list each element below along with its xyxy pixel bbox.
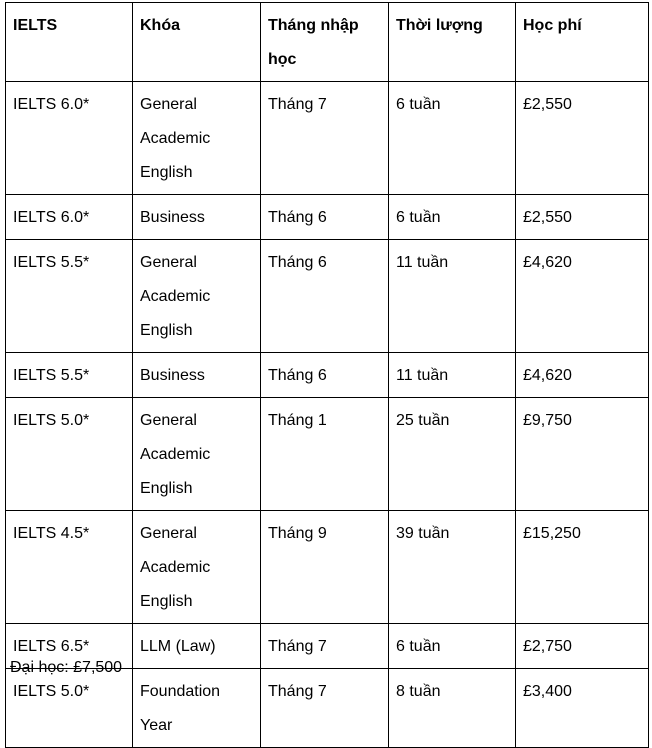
table-row	[6, 240, 649, 353]
cell-course: Business	[133, 353, 261, 398]
cell-course: LLM (Law)	[133, 624, 261, 669]
table-row	[6, 195, 649, 240]
cell-ielts: IELTS 5.0*	[6, 669, 133, 748]
header-row	[6, 3, 649, 82]
header-label: Học phí	[523, 17, 582, 34]
tuition-table	[5, 2, 649, 748]
cell-ielts: IELTS 5.0*	[6, 398, 133, 511]
cell-intake: Tháng 1	[261, 398, 389, 511]
cell-course: General Academic English	[133, 511, 261, 624]
table-row	[6, 398, 649, 511]
cell-intake: Tháng 7	[261, 669, 389, 748]
cell-duration: 39 tuần	[389, 511, 516, 624]
cell-course: Business	[133, 195, 261, 240]
cell-duration: 8 tuần	[389, 669, 516, 748]
cell-tuition: £2,550	[516, 195, 649, 240]
footer-note: Đại học: £7,500	[10, 659, 123, 676]
cell-intake: Tháng 7	[261, 624, 389, 669]
header-label: IELTS	[13, 17, 58, 34]
cell-duration: 11 tuần	[389, 240, 516, 353]
cell-tuition: £9,750	[516, 398, 649, 511]
cell-duration: 6 tuần	[389, 82, 516, 195]
cell-intake: Tháng 7	[261, 82, 389, 195]
header-tuition	[516, 3, 649, 82]
header-duration	[389, 3, 516, 82]
table-row	[6, 511, 649, 624]
header-course	[133, 3, 261, 82]
header-label: Khóa	[140, 17, 180, 34]
cell-ielts: IELTS 5.5*	[6, 353, 133, 398]
cell-ielts: IELTS 4.5*	[6, 511, 133, 624]
header-label: Thời lượng	[396, 17, 483, 34]
cell-intake: Tháng 9	[261, 511, 389, 624]
cell-intake: Tháng 6	[261, 195, 389, 240]
table-header	[6, 3, 649, 82]
cell-duration: 6 tuần	[389, 624, 516, 669]
table-row	[6, 353, 649, 398]
cell-tuition: £15,250	[516, 511, 649, 624]
cell-tuition: £4,620	[516, 240, 649, 353]
header-label: Tháng nhập học	[268, 17, 359, 68]
cell-course: General Academic English	[133, 82, 261, 195]
cell-tuition: £2,750	[516, 624, 649, 669]
cell-course: Foundation Year	[133, 669, 261, 748]
cell-tuition: £2,550	[516, 82, 649, 195]
cell-course: General Academic English	[133, 240, 261, 353]
cell-ielts: IELTS 5.5*	[6, 240, 133, 353]
cell-intake: Tháng 6	[261, 353, 389, 398]
cell-duration: 25 tuần	[389, 398, 516, 511]
table-body	[6, 82, 649, 748]
cell-ielts: IELTS 6.0*	[6, 195, 133, 240]
header-ielts	[6, 3, 133, 82]
cell-intake: Tháng 6	[261, 240, 389, 353]
header-intake	[261, 3, 389, 82]
cell-duration: 6 tuần	[389, 195, 516, 240]
cell-ielts: IELTS 6.0*	[6, 82, 133, 195]
cell-tuition: £3,400	[516, 669, 649, 748]
table-row	[6, 669, 649, 748]
cell-course: General Academic English	[133, 398, 261, 511]
cell-tuition: £4,620	[516, 353, 649, 398]
cell-ielts: IELTS 6.5*	[6, 624, 133, 669]
table-row	[6, 82, 649, 195]
cell-duration: 11 tuần	[389, 353, 516, 398]
